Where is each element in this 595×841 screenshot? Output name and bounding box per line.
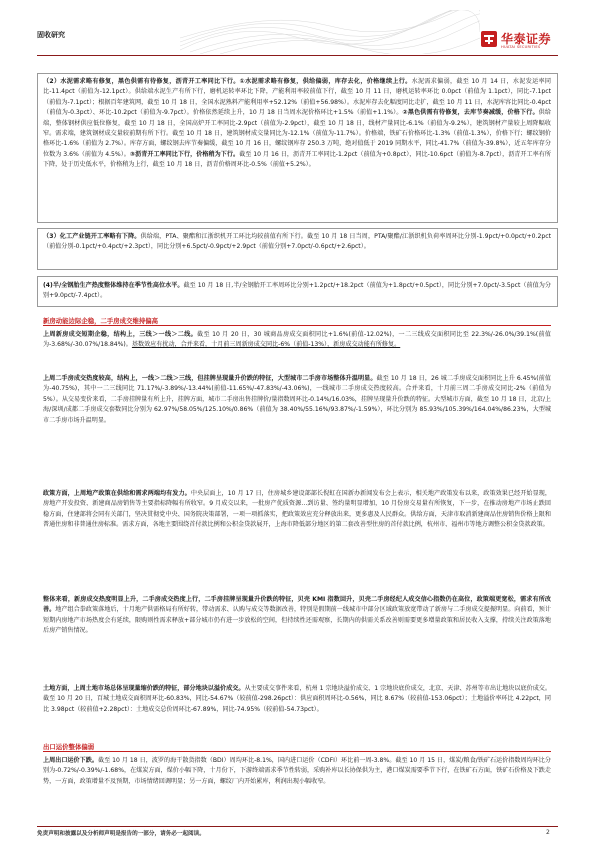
shipping-heading: 上周出口运价下跌。 xyxy=(43,757,98,764)
shipping-body: 截至 10 月 18 日，波罗的海干散货指数（BDI）周均环比-8.1%，国内进口运价（CDFI）环比前一周-3.8%。截至 10 月 15 日，煤炭/粮食/铁矿石运价指数周均环比分别为-0.72%/-0.39%/-1.68%，在煤炭方面，煤价小幅下降，十月份下，下游终端需求季节性转弱，采购补库以长协保供为主，港口煤炭需要季节下行，在铁矿石方面，铁矿石价格及下跌走势，一方面，政策增量不及预期，市场情绪回调明显；另一方面，螺纹厂内开始累库，利润出现小幅收窄。 xyxy=(43,757,552,785)
paragraph-outlook xyxy=(43,595,551,637)
paragraph-tires xyxy=(43,281,551,302)
brand-english-name: HUATAI SECURITIES xyxy=(501,45,541,49)
steel-body: 供给端，整体钢材供应低位修复，截至 10 月 18 日，全国高炉开工率同比-2.9pct（前值为-2.9pct），截至 10 月 18 日，线材产量同比-6.1%（前值为-9.2%），建筑钢材产量较上周降幅收窄。需求端，建筑钢材成交量较前期有所下行。截至 10 月 18 日，建筑钢材成交量同比为-12.1%（前值为-11.7%）。价格端，铁矿石价格环比-1.3%（前值-1.3%），价格下行；螺纹钢价格环比-1.6%（前值为 2.7%）。库存方面，螺纹钢去库节奏偏缓，截至 10 月 16 日，螺纹钢库存 250.3 万吨，绝对值低于 2019 同期水平，同比-41.7%（前值为-39.8%），近五年库存分位数为 3.6%（前值为 4.5%）。 xyxy=(43,109,551,158)
newhome-heading: 上周新房成交短期企稳，结构上，三线＞一线＞二线。 xyxy=(43,331,198,338)
paragraph-shipping xyxy=(43,756,551,787)
section-title-realestate: 新房动能边际企稳，二手房成交维持偏高 xyxy=(43,317,159,325)
page-header xyxy=(0,0,595,62)
tire-heading: (4)半/全钢胎生产热度整体维持在季节性高位水平。 xyxy=(43,282,184,289)
steel-heading: ②黑色供需有待修复，去库节奏减缓，价格下行。 xyxy=(402,109,539,117)
paragraph-policy xyxy=(43,489,551,531)
secondhand-heading: 上周二手房成交热度较高，结构上，一线＞二线＞三线，但挂牌呈现量升价跌的特征，大型城市二手房市场整体升温明显。 xyxy=(43,375,377,382)
brand-name: 华泰证券 xyxy=(501,32,552,46)
report-category-label: 固收研究 xyxy=(37,31,65,39)
huatai-logo-icon xyxy=(481,31,497,47)
chem-heading: （3）化工产业链开工率略有下降。 xyxy=(43,233,141,240)
policy-body: 中央层面上，10 月 17 日，住房城乡建设部部长倪虹在国新办新闻发布会上表示，相关地产政策发布以来，政策效果已经开始显现，房地产开发投资、新建商品房销售等主要指标降幅有所收窄。9 月成交以来，一批房产优质资源…到访量、签约量明显增加，10 月份房交易量有所恢复，下一步，在推动房地产市场止跌回稳方面，住建部将会同有关部门，坚决贯彻党中央、国务院决策部署，一项一项抓落实，把政策效应充分释放出来，更多惠及人民群众。供给方面，天津市取消新建商品住房销售价格上限和普通住房和非普通住房标准。需求方面，各地主要围绕首付款比例和公积金贷款展开，上海市降低部分地区的第二套改善型住房的首付款比例，杭州市、福州市等地方调整公积金贷款政策。 xyxy=(43,490,551,529)
tire-body: 截至 10 月 18 日,半/全钢胎开工率周环比分别+1.2pct/+18.2pct（前值为+1.8pct/+0.5pct），同比分别+7.0pct/-3.5pct（前值为分别+9.0pct/-7.4pct）。 xyxy=(43,282,551,300)
paragraph-newhome xyxy=(43,330,551,351)
paragraph-secondhand xyxy=(43,374,551,426)
newhome-underline: 基数效应有扰动，合并来看，十月前三周新房成交同比-6%（前值-13%），新房成交动能有所修复。 xyxy=(131,341,401,349)
land-heading: 土地方面，上周土地市场总体呈现量缩价跌的特征，部分地块以溢价成交。 xyxy=(43,685,245,692)
asphalt-body: 截至 10 月 16 日，沥青开工率同比-1.2pct（前值为+0.8pct），同比-10.6pct（前值为-8.7pct），沥青开工率有所下降，处于历史低水平，价格稍为上行，截至 10 月 18 日，沥青价格周环比-0.5%（前值+5.2%）。 xyxy=(43,150,551,169)
cement-body: 水泥需求偏弱，截至 10 月 14 日，水泥发运率同比-11.4pct（前值为-12.1pct）。供给端水泥生产有所下行，磨机运转率环比下降，产能利用率较前值下行，截至 10 月 11 日，磨机运转率环比 0.0pct（前值为 1.1pct），同比-7.1pct（前值为-7.1pct）；根据百年建筑网，截至 10 月 18 日，全国水泥熟料产能利用率+52.12%（前值+56.98%）。水泥库存去化幅度同比走扩，截至 10 月 11 日，水泥库容比同比-0.4pct（前值为-0.3pct）、环比-10.2pct（前值为-9.7pct）。价格依然延续上升，10 月 18 日当周水泥价格环比+1.5%（前值+1.1%）。 xyxy=(43,78,551,117)
section-rule-shipping xyxy=(43,751,551,752)
paragraph-cement xyxy=(43,77,551,171)
page-number: 2 xyxy=(546,829,550,836)
outlook-heading: 整体来看，新房成交热度明显上升，二手房成交热度上行，二手房挂牌呈现量升价跌的特征，贝壳 KMI 指数回升，贝壳二手房经纪人成交信心指数仍在高位，政策端更宽松，需求有所改善。 xyxy=(43,596,551,614)
land-body: 从主要成交事件来看，杭州 1 宗地块溢价成交、1 宗地块底价成交，北京、天津、苏州等市出让地块以底价成交。截至 10 月 20 日，百城土地成交面积周环比-60.83%，同比-54.67%（较前值-298.26pct）：供应面积周环比-0.56%，同比 8.67%（较前值-153.06pct）；土地溢价率环比 4.22pct，同比 3.98pct（较前值+2.28pct）：土地成交总价周环比-67.89%，同比-74.95%（较前值-54.73pct）。 xyxy=(43,685,552,713)
asphalt-heading: ③沥青开工率同比下行，价格稍为下行。 xyxy=(129,150,240,158)
header-line-graphic xyxy=(180,10,480,54)
paragraph-land xyxy=(43,684,551,715)
paragraph-chemicals xyxy=(43,232,551,253)
header-divider xyxy=(37,55,558,56)
policy-heading: 政策方面，上周地产政策在供给和需求两端均有发力。 xyxy=(43,490,191,497)
secondhand-body: 截至 10 月 18 日，26 城二手房成交面积同比上升 6.45%(前值为-40.75%)，其中一二三线同比 71.17%/-3.89%/-13.44%(前值-11.65%/-47.83%/-43.06%)，一线城市二手房成交热度较高。合并来看，十月前三周二手房成交同比-2%（前值为 5%）。从交易变价来看，二手房挂牌量有所上升，挂牌方面，城市二手房出售挂牌价/量指数周环比-0.14%/16.03%，挂牌呈现量升价跌的特征。大型城市方面，截至 10 月 18 日，北京/上海/深圳/成都二手房成交套数同比分别为 62.97%/58.05%/125.10%/0.86%（前值为 38.40%/55.16%/93.87%/-1.59%），环比分别为 85.93%/105.39%/164.04%/86.23%，大型城市二手房市场升温明显。 xyxy=(43,375,551,424)
newhome-body: 截至 10 月 20 日，30 城商品房成交面积同比+1.6%(前值-12.02%)，一二三线成交面积同比至 22.3%/-26.0%/39.1%(前值为-3.68%/-30.07%/18.84%)。 xyxy=(43,331,551,349)
cement-heading: （2）水泥需求略有修复，黑色供需有待修复，沥青开工率同比下行。①水泥需求略有修复，供给偏弱，库存去化，价格继续上行。 xyxy=(43,78,412,85)
outlook-body: 地产组合拳政策落地后，十月地产供需格局有所好转，带动需求、认购与成交等数据改善，特别是假期前一线城市中部分区域政策放宽带动了新房与二手房成交提振明显。向前看，预计短期内房地产市场热度会有延续，限购则性需求释放+部分城市仍有进一步放松的空间，但持续性还需观察，长期内的供需关系改善则需要更多增量政策和居民收入支撑，持续关注政策落地后房产销售情况。 xyxy=(43,606,552,635)
chem-body: 供给端，PTA、聚酯和江浙织机开工环比均较前值有所下行。截至 10 月 18 日当周，PTA/聚酯/江浙织机负荷率周环比分别-1.9pct/+0.0pct/+0.2pct（前值分别-0.1pct/+0.4pct/+2.3pct），同比分别+6.5pct/-0.9pct/+2.9pct（前值分别+7.0pct/-0.6pct/+2.6pct）。 xyxy=(43,233,551,251)
section-rule-realestate xyxy=(43,325,551,326)
footer-divider xyxy=(37,826,558,827)
section-title-shipping: 出口运价整体偏弱 xyxy=(43,743,95,751)
footer-disclaimer: 免责声明和披露以及分析师声明是报告的一部分，请务必一起阅读。 xyxy=(37,831,205,837)
